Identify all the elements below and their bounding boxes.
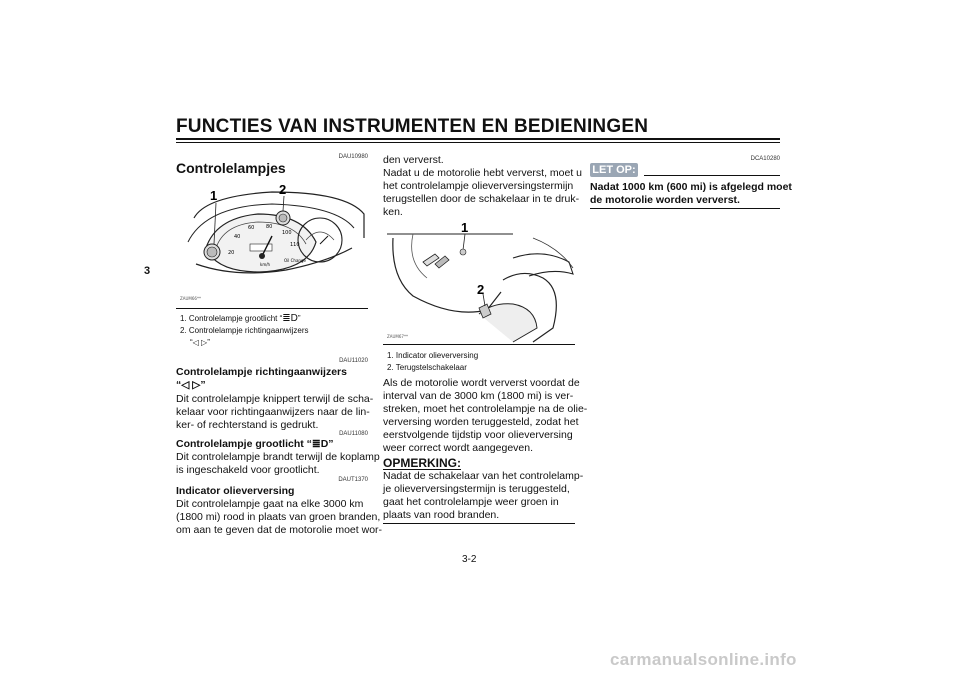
figure-caption — [180, 313, 309, 349]
figure-code: ZAUM66** — [180, 296, 201, 301]
caption-item-2: 2. Terugstelschakelaar — [387, 363, 467, 372]
high-beam-icon: ≣D — [282, 313, 298, 324]
gauge-number: 20 — [228, 250, 235, 256]
section-heading: Controlelampjes — [176, 160, 286, 176]
caption-rule — [383, 344, 575, 345]
text-line: kelaar voor richtingaanwijzers naar de lin- — [176, 406, 370, 418]
caution-label: LET OP: — [590, 163, 638, 177]
text-line: Nadat de schakelaar van het controlelamp- — [383, 470, 584, 482]
text-line: is ingeschakeld voor grootlicht. — [176, 464, 320, 476]
text-line: Dit controlelampje brandt terwijl de koplamp — [176, 451, 380, 463]
text-line: eerstvolgende tijdstip voor olieverversing — [383, 429, 573, 441]
page-title: FUNCTIES VAN INSTRUMENTEN EN BEDIENINGEN — [176, 116, 649, 137]
turn-signal-text — [176, 393, 374, 432]
section-code: DAU10980 — [338, 154, 368, 160]
text-line: (1800 mi) rood in plaats van groen branden, — [176, 511, 381, 523]
text-line: gaat het controlelampje weer groen in — [383, 496, 559, 508]
caution-text — [590, 181, 792, 207]
note-end-rule — [383, 523, 575, 524]
oil-change-text — [176, 498, 383, 537]
text-line: den ververst. — [383, 154, 444, 166]
figure-caption — [387, 350, 478, 374]
note-label: OPMERKING: — [383, 456, 461, 470]
section-code: DAU11020 — [339, 358, 368, 364]
text-line: Als de motorolie wordt ververst voordat de — [383, 377, 580, 389]
text-line: ker- of rechterstand is gedrukt. — [176, 419, 319, 431]
caption-item-2: 2. Controlelampje richtingaanwijzers — [180, 326, 309, 335]
watermark: carmanualsonline.info — [610, 650, 797, 669]
turn-signal-icon: “◁ ▷” — [176, 379, 206, 391]
reset-switch-figure — [383, 218, 575, 344]
figure-label-2: 2 — [279, 182, 287, 197]
text-line: Nadat u de motorolie hebt ververst, moet u — [383, 167, 583, 179]
gauge-oil-label: Oil Change — [284, 258, 306, 263]
figure-code: ZAUM67** — [387, 334, 408, 339]
oil-change-continued — [383, 154, 583, 219]
figure-label-2: 2 — [477, 282, 485, 297]
text-line: plaats van rood branden. — [383, 509, 500, 521]
turn-signal-icon: “◁ ▷” — [190, 338, 210, 347]
text-line: Dit controlelampje knippert terwijl de scha- — [176, 393, 374, 405]
title-rule-thin — [176, 142, 780, 143]
chapter-tab: 3 — [143, 265, 151, 277]
text-line: weer correct wordt aangegeven. — [383, 442, 533, 454]
gauge-number: 60 — [248, 225, 255, 231]
text-line: de motorolie worden ververst. — [590, 194, 740, 206]
text-line: Nadat 1000 km (600 mi) is afgelegd moet — [590, 181, 792, 193]
text-line: om aan te geven dat de motorolie moet wor- — [176, 524, 383, 536]
gauge-number: 100 — [282, 230, 292, 236]
text-line: ken. — [383, 206, 403, 218]
instrument-panel-figure — [176, 178, 368, 306]
section-code: DAUT1370 — [338, 477, 368, 483]
page-number: 3-2 — [462, 554, 477, 565]
text-line: Dit controlelampje gaat na elke 3000 km — [176, 498, 364, 510]
figure-label-1: 1 — [461, 220, 469, 235]
text-line: het controlelampje olieverversingstermijn — [383, 180, 574, 192]
note-text — [383, 470, 584, 522]
section-code: DAU11080 — [339, 431, 368, 437]
gauge-unit: km/h — [260, 262, 271, 267]
caution-rule — [644, 175, 780, 176]
title-rule — [176, 138, 780, 140]
high-beam-text — [176, 451, 380, 477]
gauge-number: 80 — [266, 224, 273, 230]
gauge-number: 40 — [234, 234, 241, 240]
caption-quote: ” — [297, 314, 301, 323]
turn-signal-heading-text: Controlelampje richtingaanwijzers — [176, 366, 347, 378]
text-line: je olieverversingstermijn is teruggesteld, — [383, 483, 570, 495]
text-line: terugstellen door de schakelaar in te druk- — [383, 193, 580, 205]
high-beam-heading: Controlelampje grootlicht “≣D” — [176, 438, 334, 450]
caption-rule — [176, 308, 368, 309]
gauge-number: 110 — [290, 242, 300, 248]
oil-change-heading: Indicator olieverversing — [176, 485, 295, 497]
text-line: verversing worden teruggesteld, zodat het — [383, 416, 579, 428]
caption-item-1: 1. Indicator olieverversing — [387, 351, 479, 360]
turn-signal-heading — [176, 366, 347, 392]
figure-label-1: 1 — [210, 188, 218, 203]
text-line: streken, moet het controlelampje na de olie- — [383, 403, 588, 415]
section-code: DCA10280 — [750, 156, 780, 162]
text-line: interval van de 3000 km (1800 mi) is ver- — [383, 390, 574, 402]
caption-item-1: 1. Controlelampje grootlicht “ — [180, 314, 283, 323]
caution-end-rule — [590, 208, 780, 209]
reset-paragraph — [383, 377, 588, 455]
